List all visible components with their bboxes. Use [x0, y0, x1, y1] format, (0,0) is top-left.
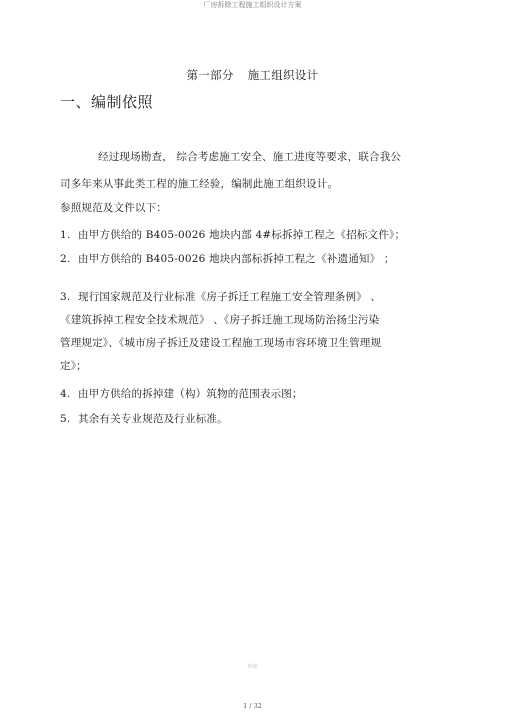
- list-item: [60, 412, 228, 426]
- list-item-text: 由甲方供给的拆掉建（构）筑物的范围表示图；: [78, 388, 303, 400]
- intro-line-2: 司多年来从事此类工程的施工经验，编制此施工组织设计。: [60, 178, 339, 190]
- footer-mark: 中东: [247, 664, 258, 670]
- list-item-number: 4.: [60, 388, 71, 400]
- list-item: [60, 387, 303, 401]
- page-number: 1 / 32: [243, 702, 262, 710]
- list-item-number: 1.: [60, 229, 71, 241]
- list-item: [60, 228, 405, 242]
- intro-line-1: 经过现场勘查， 综合考虑施工安全、施工进度等要求，联合我公: [98, 151, 402, 163]
- part-title: [0, 67, 505, 83]
- list-item: [60, 290, 381, 304]
- list-item-number: 2.: [60, 253, 71, 265]
- list-item-text: 现行国家规范及行业标准《房子拆迁工程施工安全管理条例》 、: [78, 291, 382, 303]
- running-header: 厂房拆除工程施工组织设计方案: [203, 1, 302, 9]
- section-heading: 一、编制依照: [60, 93, 154, 111]
- list-item-text: 其余有关专业规范及行业标准。: [78, 413, 228, 425]
- part-label: 第一部分: [186, 68, 234, 82]
- part-title-text: 施工组织设计: [247, 68, 319, 82]
- list-item-continuation: 定》；: [60, 360, 87, 372]
- list-item-number: 5.: [60, 413, 71, 425]
- list-item-number: 3.: [60, 291, 71, 303]
- list-item-text: 由甲方供给的 B405-0026 地块内部 4#标拆掉工程之《招标文件》；: [78, 229, 406, 241]
- references-label: 参照规范及文件以下：: [60, 202, 167, 214]
- list-item-text: 由甲方供给的 B405-0026 地块内部标拆掉工程之《补遗通知》 ；: [78, 253, 395, 265]
- list-item-continuation: 《建筑拆掉工程安全技术规范》 、《房子拆迁施工现场防治扬尘污染: [60, 314, 380, 326]
- list-item: [60, 252, 395, 266]
- list-item-continuation: 管理规定》、《城市房子拆迁及建设工程施工现场市容环境卫生管理规: [60, 337, 382, 349]
